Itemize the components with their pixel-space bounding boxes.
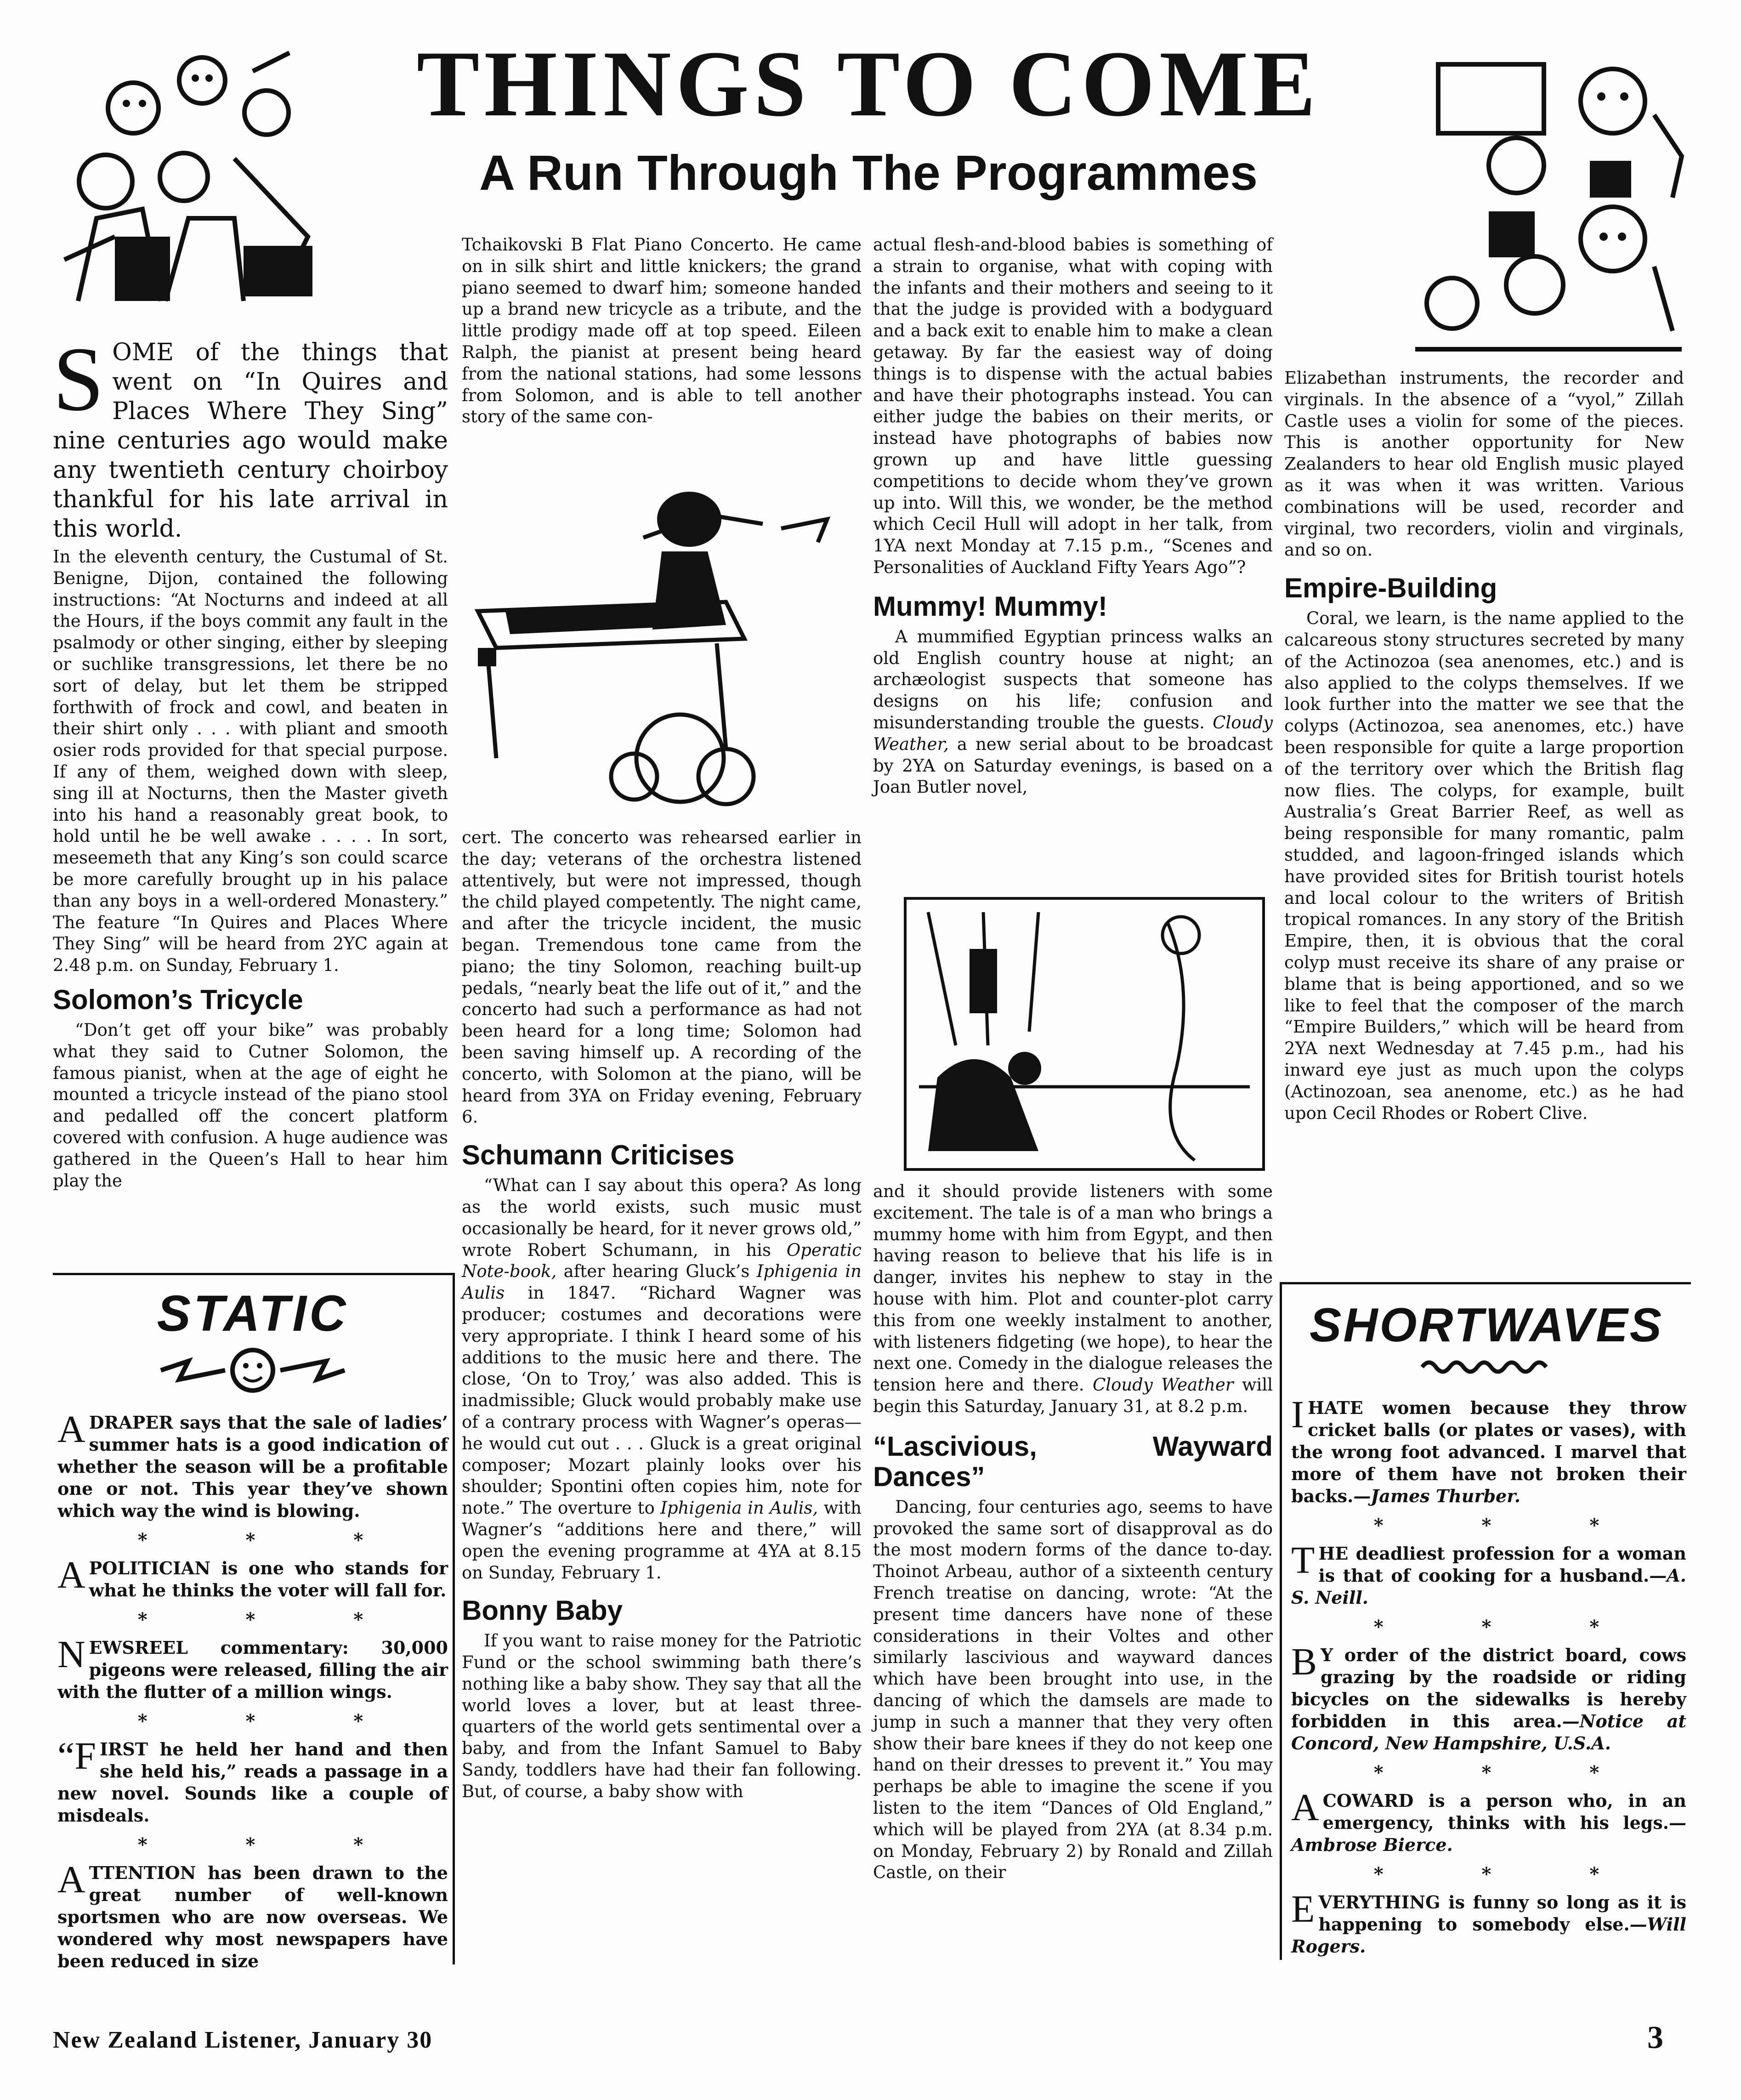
baby-show-paragraph: actual flesh-and-blood babies is something of a strain to organise, what with coping with the infants and their mothers and seeing to it that the judge is provided with a bodyguard and a back exit to enable him to make a clean getaway. By far the easiest way of doing things is to dispense with the actual babies and have their photographs instead. You can either judge the babies on their merits, or instead have photographs of babies now grown up and have little guessing competitions to decide whom they’ve grown up into. Will this, we wonder, be the method which Cecil Hull will adopt in her talk, from 1YA next Monday at 7.15 p.m., “Scenes and Personalities of Auckland Fifty Years Ago”?	[873, 235, 1273, 577]
static-box	[53, 1273, 455, 1971]
separator-stars: * * *	[1373, 1762, 1645, 1783]
static-item-draper: ADRAPER says that the sale of ladies’ summer hats is a good indication of whether the season will be a profitable one or not. This year they’ve shown which way the wind is blowing.	[57, 1408, 448, 1521]
heading-schumann-criticises: Schumann Criticises	[462, 1140, 735, 1171]
static-item-attention: ATTENTION has been drawn to the great number of well-known sportsmen who are now overseas. We wondered why most newspapers have been reduced in size	[57, 1858, 448, 1971]
empire-paragraph: Coral, we learn, is the name applied to the calcareous stony structures secreted by many of the Actinozoa (sea anenomes, etc.) and is also applied to the colyps themselves. If we look further into the matter we see that the colyps (Actinozoa, sea anenomes, etc.) have been responsible for quite a large proportion of the territory over which the British flag now flies. The colyps, for example, built Australia’s Great Barrier Reef, as well as being responsible for many romantic, palm studded, and lagoon-fringed islands which have provided sites for British tourist hotels and local colour to the writers of British tropical romances. In any story of the British Empire, then, it is obvious that the coral colyp must receive its share of any praise or blame that is being apportioned, and so we like to feel that the composer of the march “Empire Builders,” which will be heard from 2YA next Wednesday at 7.45 p.m., had his inward eye just as much upon the colyps (Actinozoan, sea anenome, etc.) as he had upon Cecil Rhodes or Robert Clive.	[1284, 608, 1684, 1123]
separator-stars: * * *	[1373, 1515, 1645, 1536]
lead-paragraph: SOME of the things that went on “In Quires and Places Where They Sing” nine centuries ago would make any twentieth century choirboy thankful for his late arrival in this world.	[53, 329, 448, 543]
column-3	[873, 234, 1273, 798]
static-item-first: “FIRST he held her hand and then she held his,” reads a passage in a new novel. Sounds like a couple of misdeals.	[57, 1735, 448, 1826]
column-1	[53, 329, 448, 1192]
shortwaves-item-neill: THE deadliest profession for a woman is that of cooking for a husband.—A. S. Neill.	[1291, 1539, 1686, 1608]
heading-mummy: Mummy! Mummy!	[873, 590, 1108, 622]
custumal-paragraph: In the eleventh century, the Custumal of St. Benigne, Dijon, contained the following instructions: “At Nocturns and indeed at all the Hours, if the boys commit any fault in the psalmody or other singing, either by sleeping or suchlike transgressions, let there be no sort of delay, but let them be stripped forthwith of frock and cowl, and beaten in their shirt only . . . with pliant and smooth osier rods provided for that special purpose. If any of them, weighed down with sleep, sing ill at Nocturns, then the Master giveth into his hand a reasonably great book, to hold until he be well awake . . . . In sort, meseemeth that any King’s son could scarce be more carefully brought up in his palace than any boys in a well-ordered Monastery.” The feature “In Quires and Places Where They Sing” will be heard from 2YC again at 2.48 p.m. on Sunday, February 1.	[53, 547, 448, 976]
wave-ornament-icon	[1418, 1356, 1555, 1379]
page-number: 3	[1647, 2020, 1663, 2055]
static-item-newsreel: NEWSREEL commentary: 30,000 pigeons were released, filling the air with the flutter of a million wings.	[57, 1633, 448, 1702]
dances-paragraph: Dancing, four centuries ago, seems to have provoked the same sort of disapproval as do the most modern forms of the dance to-day. Thoinot Arbeau, author of a sixteenth century French treatise on dancing, wrote: “At the present time dancers have none of these considerations in their Voltes and other similarly lascivious and wayward dances which have been brought into use, in the dancing of which the damsels are made to jump in such a manner that they very often show their bare knees if they do not keep one hand on their dresses to prevent it.” You may perhaps be able to imagine the scene if you listen to the item “Dances of Old England,” which will be played from 2YA (at 8.34 p.m. on Monday, February 2) by Ronald and Zillah Castle, on their	[873, 1497, 1273, 1883]
heading-solomons-tricycle: Solomon’s Tricycle	[53, 984, 303, 1015]
separator-stars: * * *	[1373, 1863, 1645, 1885]
heading-lascivious-dances: “Lascivious, Wayward Dances”	[873, 1430, 1273, 1492]
separator-stars: * * *	[137, 1609, 409, 1630]
concerto-paragraph-1: Tchaikovski B Flat Piano Concerto. He came on in silk shirt and little knickers; the grand piano seemed to dwarf him; someone handed up a brand new tricycle as a tribute, and the little prodigy made off at top speed. Eileen Ralph, the pianist at present being heard from the national stations, had some lessons from Solomon, and is able to tell another story of the same con-	[462, 235, 862, 427]
static-face-icon	[152, 1343, 354, 1398]
concerto-paragraph-2: cert. The concerto was rehearsed earlier in the day; veterans of the orchestra listened attentively, but were not impressed, though the child played competently. The night came, and after the tricycle incident, the music began. Tremendous tone came from the piano; the tiny Solomon, reaching built-up pedals, “nearly beat the life out of it,” and the concerto had such a performance as had not been heard for a long time; Solomon had been saving himself up. A recording of the concerto, with Solomon at the piano, will be heard from 3YA on Friday evening, February 6.	[462, 828, 862, 1127]
bonny-baby-paragraph: If you want to raise money for the Patriotic Fund or the school swimming bath there’s nothing like a baby show. They say that all the world loves a lover, but at least three-quarters of the world gets sentimental over a baby, and from the Infant Samuel to Baby Sandy, toddlers have had their fan following. But, of course, a baby show with	[462, 1631, 862, 1801]
column-4	[1284, 368, 1684, 1124]
mummy-paragraph-2: and it should provide listeners with some excitement. The tale is of a man who brings a mummy home with him from Egypt, and then having reason to believe that his life is in danger, invites his nephew to stay in the house with him. Plot and counter-plot carry this from one weekly instalment to another, with listeners fidgeting (we hope), to hear the next one. Comedy in the dialogue releases the tension here and there. Cloudy Weather will begin this Saturday, January 31, at 8.2 p.m.	[873, 1181, 1273, 1416]
separator-stars: * * *	[137, 1529, 409, 1551]
instruments-paragraph: Elizabethan instruments, the recorder and virginals. In the absence of a “vyol,” Zillah Castle uses a violin for some of the pieces. This is another opportunity for New Zealanders to hear old English music played as it was when it was written. Various combinations will be used, recorder and virginal, two recorders, violin and virginals, and so on.	[1284, 368, 1684, 560]
shortwaves-item-concord: B Y order of the district board, cows grazing by the roadside or riding bicycles on the sidewalks is hereby forbidden in this area.—Notice at Concord, New Hampshire, U.S.A.	[1291, 1640, 1686, 1754]
shortwaves-item-thurber: IHATE women because they throw cricket balls (or plates or vases), with the wrong foot advanced. I marvel that more of them have not broken their backs.—James Thurber.	[1291, 1393, 1686, 1506]
mummy-paragraph: A mummified Egyptian princess walks an old English country house at night; an archæologist suspects that someone has designs on his life; confusion and misunderstanding trouble the guests. Cloudy Weather, a new serial about to be broadcast by 2YA on Saturday evenings, is based on a Joan Butler novel,	[873, 626, 1273, 797]
boy-on-tricycle-at-piano-illustration	[469, 473, 859, 813]
column-3-continued	[873, 1181, 1273, 1884]
column-2	[462, 234, 862, 428]
static-title: STATIC	[157, 1285, 349, 1342]
heading-bonny-baby: Bonny Baby	[462, 1595, 623, 1626]
orchestra-caricature-illustration	[1397, 46, 1691, 358]
shortwaves-title: SHORTWAVES	[1309, 1299, 1664, 1352]
band-caricature-illustration	[51, 44, 335, 306]
column-2-continued	[462, 827, 862, 1803]
masthead-subtitle: A Run Through The Programmes	[479, 145, 1258, 200]
separator-stars: * * *	[1373, 1616, 1645, 1638]
schumann-paragraph: “What can I say about this opera? As long as the world exists, such music must occasionally be heard, for it never grows old,” wrote Robert Schumann, in his Operatic Note-book, after hearing Gluck’s Iphigenia in Aulis in 1847. “Richard Wagner was producer; costumes and decorations were very appropriate. I think I heard some of his additions to the music here and there. The close, ‘On to Troy,’ was also added. This is inadmissible; Gluck would probably make use of a contrary process with Wagner’s operas—he would cut out . . . Gluck is a great original composer; Mozart plainly looks over his shoulder; Spontini often copies him, note for note.” The overture to Iphigenia in Aulis, with Wagner’s “additions here and there,” will open the evening programme at 4YA at 8.15 on Sunday, February 1.	[462, 1175, 862, 1583]
masthead-title: THINGS TO COME	[416, 32, 1321, 136]
separator-stars: * * *	[137, 1834, 409, 1856]
shortwaves-box	[1280, 1282, 1691, 1960]
shortwaves-item-rogers: EVERYTHING is funny so long as it is happening to somebody else.—Will Rogers.	[1291, 1888, 1686, 1957]
mummy-scene-illustration	[901, 894, 1268, 1174]
static-item-politician: APOLITICIAN is one who stands for what he thinks the voter will fall for.	[57, 1554, 448, 1601]
footer-publication-line: New Zealand Listener, January 30	[53, 2027, 433, 2053]
shortwaves-item-bierce: ACOWARD is a person who, in an emergency, thinks with his legs.—Ambrose Bierce.	[1291, 1786, 1686, 1855]
drop-cap: S	[53, 329, 104, 430]
separator-stars: * * *	[137, 1710, 409, 1732]
tricycle-paragraph: “Don’t get off your bike” was probably what they said to Cutner Solomon, the famous pianist, when at the age of eight he mounted a tricycle instead of the piano stool and pedalled off the concert platform covered with confusion. A huge audience was gathered in the Queen’s Hall to hear him play the	[53, 1020, 448, 1191]
heading-empire-building: Empire-Building	[1284, 573, 1497, 604]
